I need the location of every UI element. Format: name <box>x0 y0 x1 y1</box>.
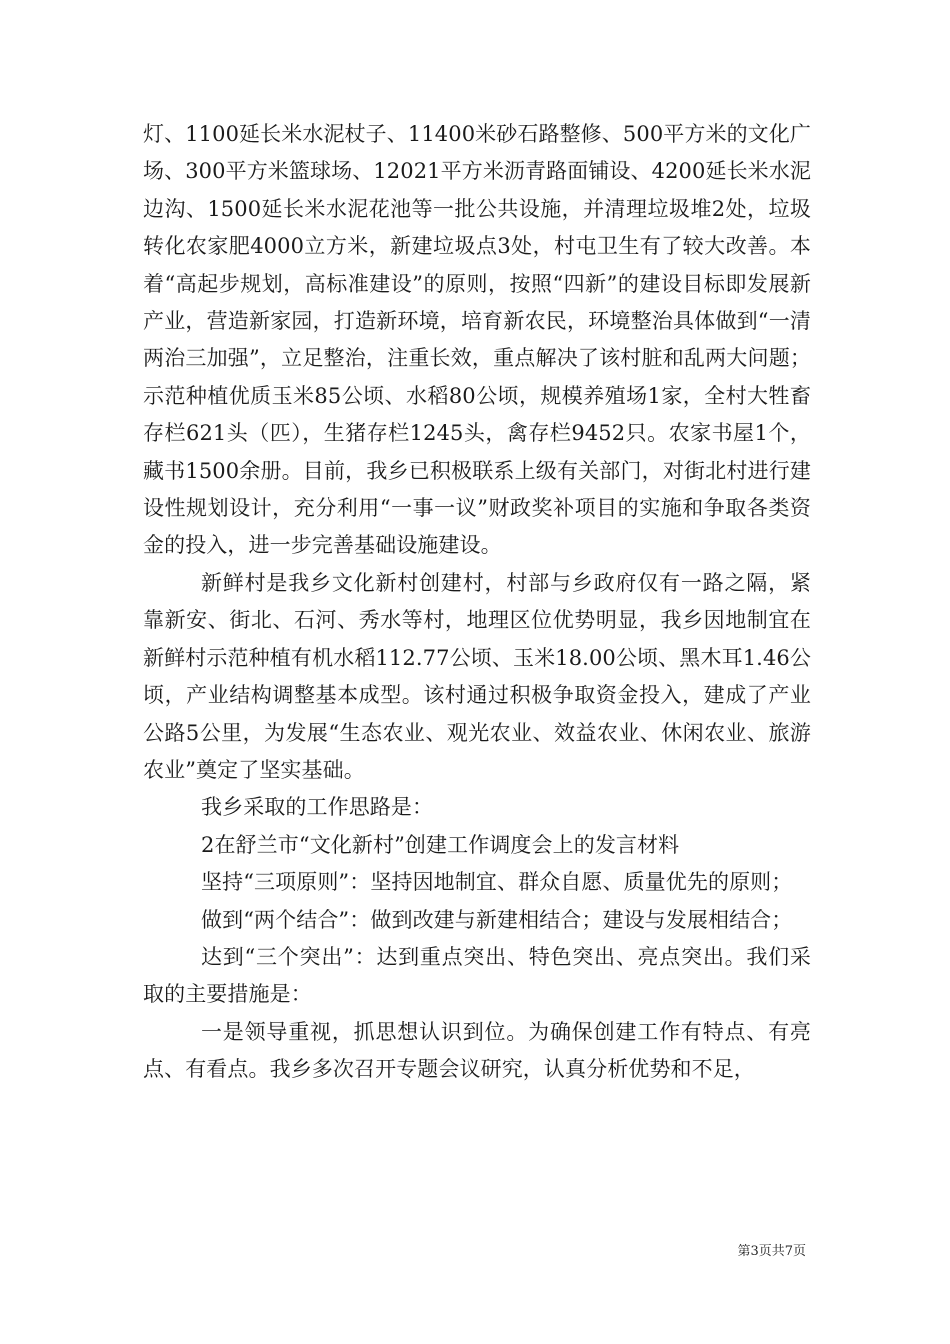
page-number-footer: 第3页共7页 <box>737 1244 806 1259</box>
paragraph-three-highlights: 达到“三个突出”：达到重点突出、特色突出、亮点突出。我们采取的主要措施是： <box>143 944 811 1007</box>
document-body <box>143 116 811 1089</box>
paragraph-two-combinations: 做到“两个结合”：做到改建与新建相结合；建设与发展相结合； <box>201 907 793 932</box>
paragraph-continued: 灯、1100延长米水泥杖子、11400米砂石路整修、500平方米的文化广场、300平方米篮球场、12021平方米沥青路面铺设、4200延长米水泥边沟、1500延长米水泥花池等一批公共设施，并清理垃圾堆2处，垃圾转化农家肥4000立方米，新建垃圾点3处，村屯卫生有了较大改善。本着“高起步规划，高标准建设”的原则，按照“四新”的建设目标即发展新产业，营造新家园，打造新环境，培育新农民，环境整治具体做到“一清两治三加强”，立足整治，注重长效，重点解决了该村脏和乱两大问题；示范种植优质玉米85公顷、水稻80公顷，规模养殖场1家，全村大牲畜存栏621头（匹），生猪存栏1245头，禽存栏9452只。农家书屋1个，藏书1500余册。目前，我乡已积极联系上级有关部门，对街北村进行建设性规划设计，充分利用“一事一议”财政奖补项目的实施和争取各类资金的投入，进一步完善基础设施建设。 <box>143 122 811 558</box>
paragraph-three-principles: 坚持“三项原则”：坚持因地制宜、群众自愿、质量优先的原则； <box>201 870 793 895</box>
paragraph-xinxian-village: 新鲜村是我乡文化新村创建村，村部与乡政府仅有一路之隔，紧靠新安、街北、石河、秀水等村，地理区位优势明显，我乡因地制宜在新鲜村示范种植有机水稻112.77公顷、玉米18.00公顷、黑木耳1.46公顷，产业结构调整基本成型。该村通过积极争取资金投入，建成了产业公路5公里，为发展“生态农业、观光农业、效益农业、休闲农业、旅游农业”奠定了坚实基础。 <box>143 570 811 782</box>
paragraph-leadership-attention: 一是领导重视，抓思想认识到位。为确保创建工作有特点、有亮点、有看点。我乡多次召开专题会议研究，认真分析优势和不足， <box>143 1019 811 1082</box>
paragraph-inserted-title: 2在舒兰市“文化新村”创建工作调度会上的发言材料 <box>201 832 680 857</box>
paragraph-work-approach-intro: 我乡采取的工作思路是： <box>201 795 434 820</box>
